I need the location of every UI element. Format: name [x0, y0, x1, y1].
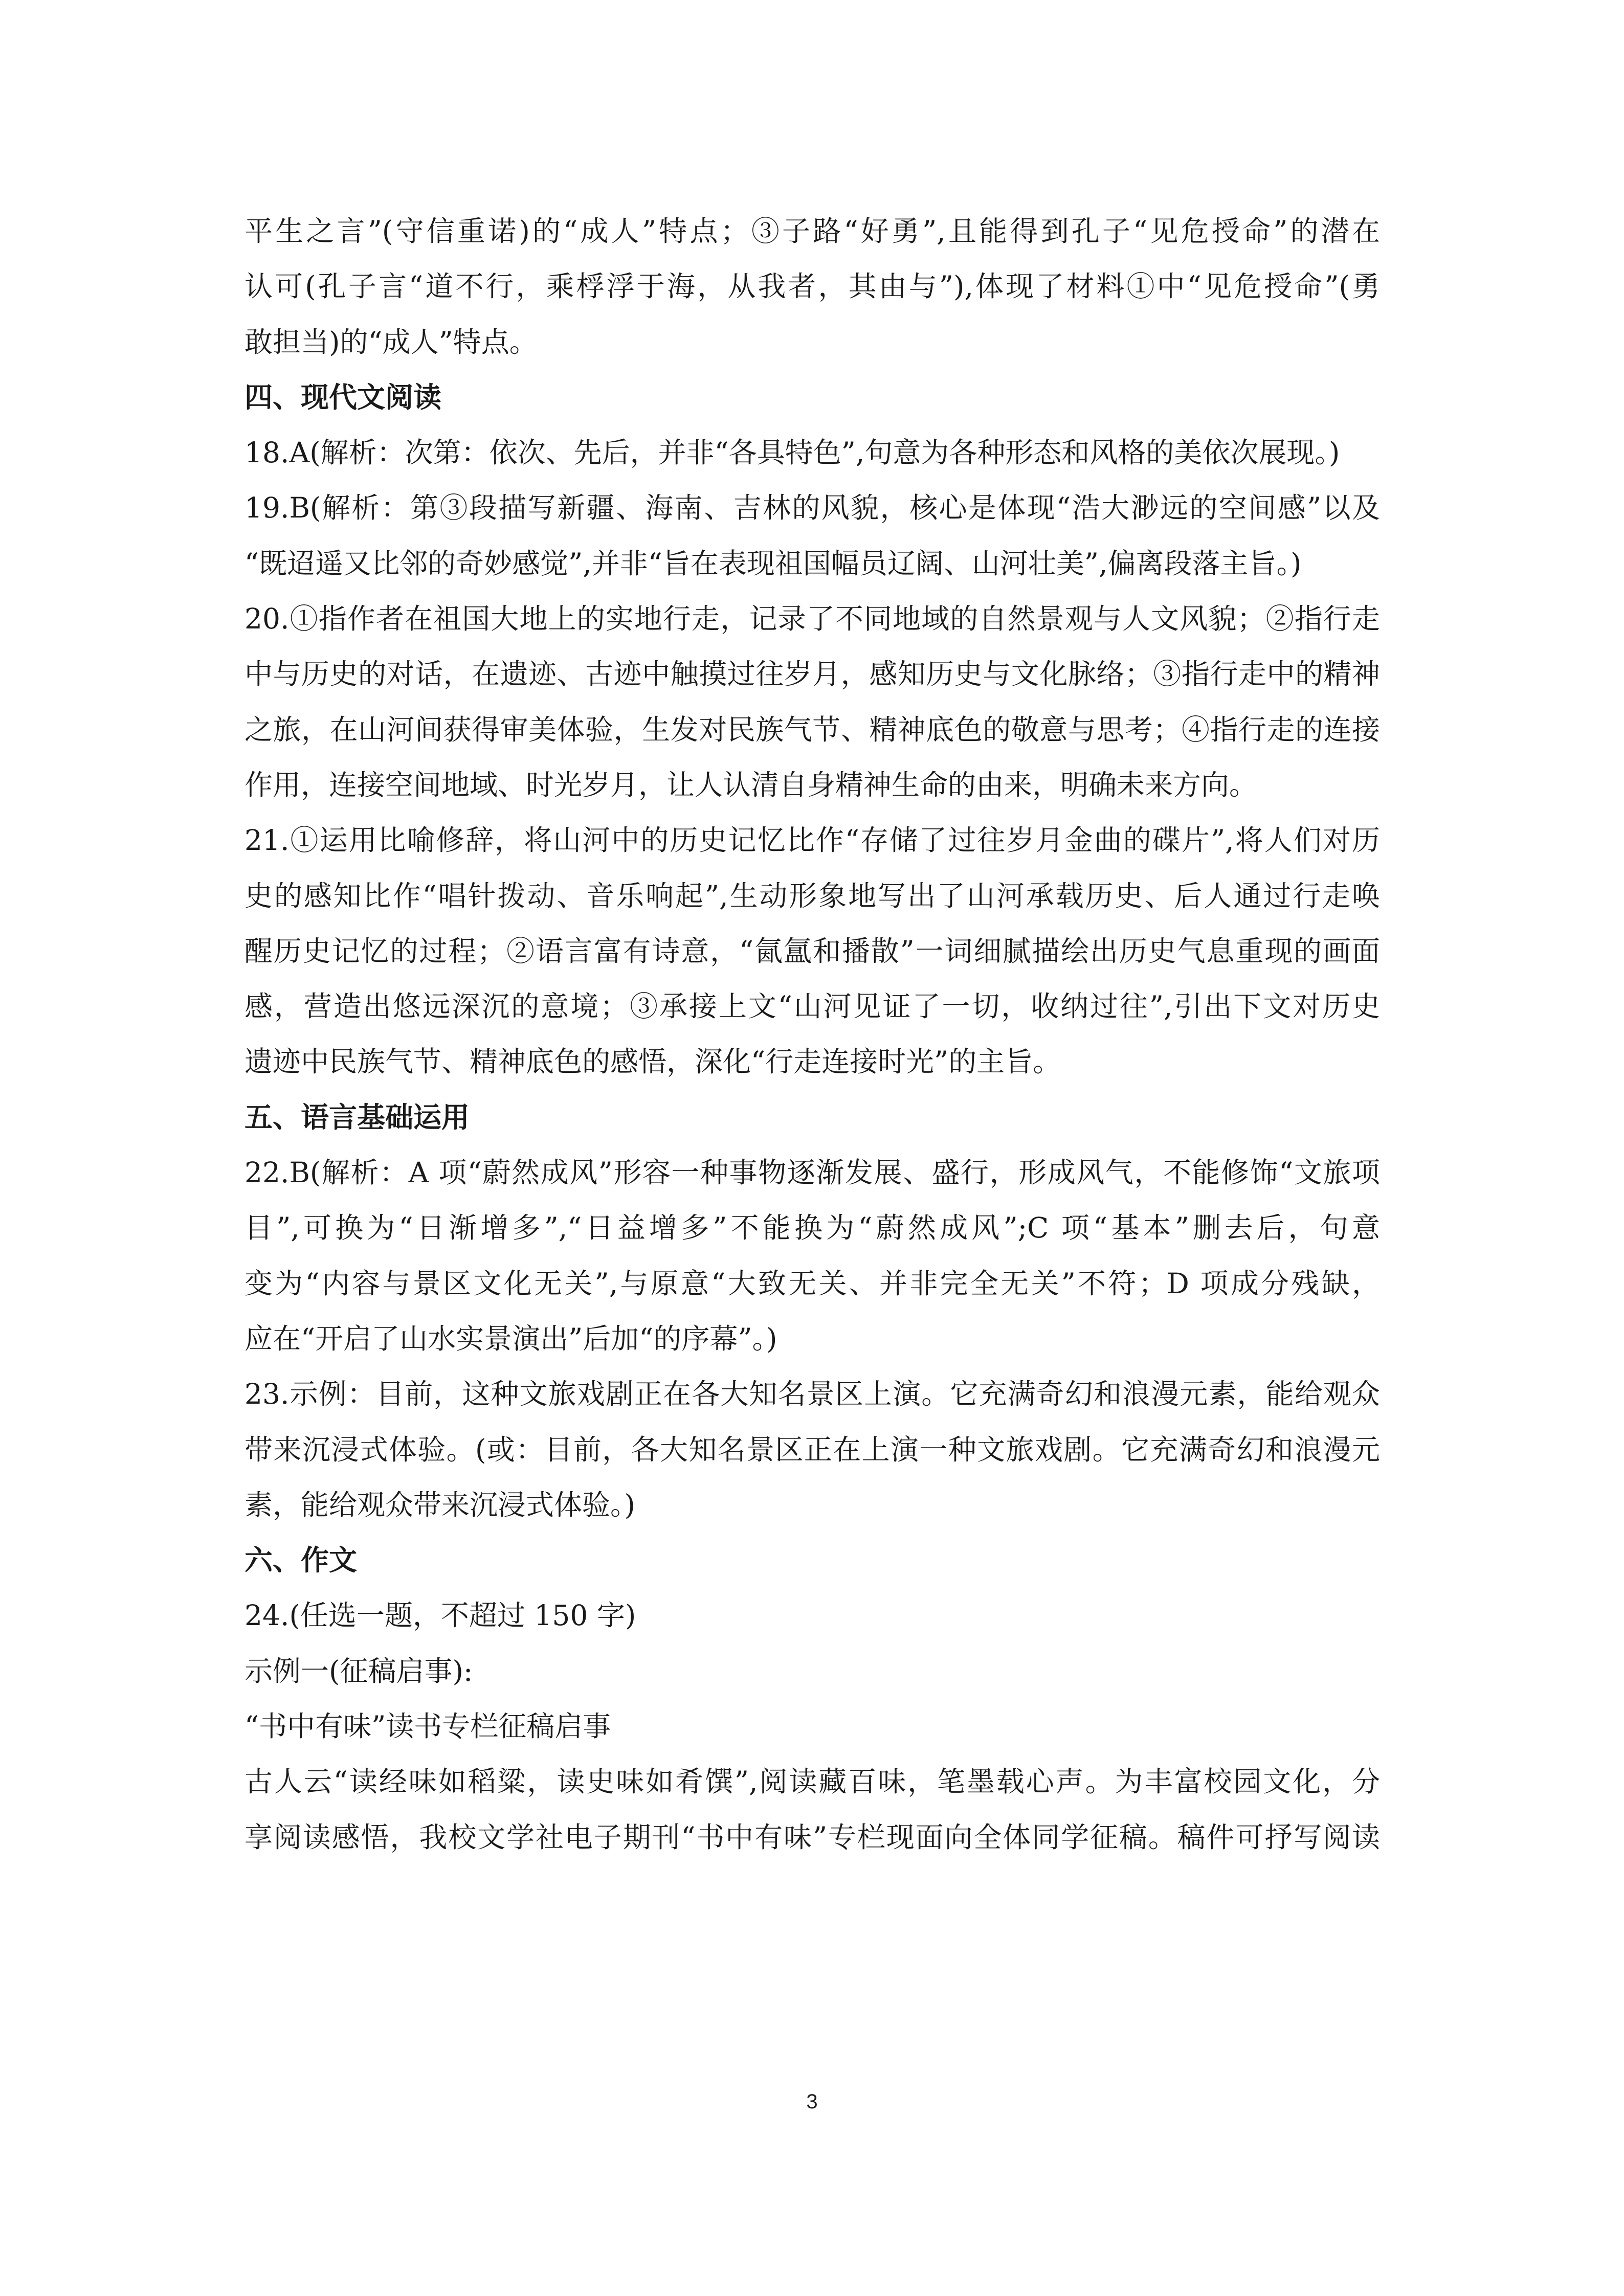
text-line: 古人云“读经味如稻粱，读史味如肴馔”,阅读藏百味，笔墨载心声。为丰富校园文化，分 — [244, 1765, 1380, 1798]
text-line: 变为“内容与景区文化无关”,与原意“大致无关、并非完全无关”不符；D 项成分残缺， — [244, 1267, 1380, 1300]
text-line: 敢担当)的“成人”特点。 — [244, 325, 538, 358]
text-line: 18.A(解析：次第：依次、先后，并非“各具特色”,句意为各种形态和风格的美依次展现。) — [244, 436, 1340, 469]
text-line: 享阅读感悟，我校文学社电子期刊“书中有味”专栏现面向全体同学征稿。稿件可抒写阅读 — [244, 1820, 1380, 1854]
text-line: 认可(孔子言“道不行，乘桴浮于海，从我者，其由与”),体现了材料①中“见危授命”(勇 — [244, 270, 1380, 303]
page-number: 3 — [806, 2090, 818, 2113]
document-body — [244, 204, 1380, 1865]
text-line: 20.①指作者在祖国大地上的实地行走，记录了不同地域的自然景观与人文风貌；②指行走 — [244, 602, 1380, 636]
text-line: “既迢遥又比邻的奇妙感觉”,并非“旨在表现祖国幅员辽阔、山河壮美”,偏离段落主旨。) — [244, 547, 1302, 580]
text-line: 遗迹中民族气节、精神底色的感悟，深化“行走连接时光”的主旨。 — [244, 1045, 1061, 1078]
text-line: 19.B(解析：第③段描写新疆、海南、吉林的风貌，核心是体现“浩大渺远的空间感”以及 — [244, 491, 1380, 525]
text-line: 带来沉浸式体验。(或：目前，各大知名景区正在上演一种文旅戏剧。它充满奇幻和浪漫元 — [244, 1433, 1380, 1466]
text-line: “书中有味”读书专栏征稿启事 — [244, 1710, 611, 1743]
text-line: 24.(任选一题，不超过 150 字) — [244, 1599, 636, 1632]
text-line: 目”,可换为“日渐增多”,“日益增多”不能换为“蔚然成风”;C 项“基本”删去后，句意 — [244, 1211, 1380, 1245]
text-line: 中与历史的对话，在遗迹、古迹中触摸过往岁月，感知历史与文化脉络；③指行走中的精神 — [244, 658, 1380, 691]
text-line: 史的感知比作“唱针拨动、音乐响起”,生动形象地写出了山河承载历史、后人通过行走唤 — [244, 879, 1380, 912]
text-line: 23.示例：目前，这种文旅戏剧正在各大知名景区上演。它充满奇幻和浪漫元素，能给观众 — [244, 1378, 1380, 1411]
text-line: 21.①运用比喻修辞，将山河中的历史记忆比作“存储了过往岁月金曲的碟片”,将人们对历 — [244, 824, 1380, 857]
section-heading: 五、语言基础运用 — [244, 1100, 470, 1134]
text-line: 示例一(征稿启事): — [244, 1654, 473, 1687]
section-heading: 六、作文 — [244, 1544, 358, 1577]
text-line: 素，能给观众带来沉浸式体验。) — [244, 1488, 635, 1521]
text-line: 感，营造出悠远深沉的意境；③承接上文“山河见证了一切，收纳过往”,引出下文对历史 — [244, 990, 1380, 1023]
text-line: 应在“开启了山水实景演出”后加“的序幕”。) — [244, 1322, 777, 1355]
text-line: 平生之言”(守信重诺)的“成人”特点；③子路“好勇”,且能得到孔子“见危授命”的潜在 — [244, 215, 1380, 247]
text-line: 醒历史记忆的过程；②语言富有诗意，“氤氲和播散”一词细腻描绘出历史气息重现的画面 — [244, 934, 1380, 967]
text-line: 22.B(解析：A 项“蔚然成风”形容一种事物逐渐发展、盛行，形成风气，不能修饰“文旅项 — [244, 1156, 1380, 1189]
text-line: 之旅，在山河间获得审美体验，生发对民族气节、精神底色的敬意与思考；④指行走的连接 — [244, 713, 1380, 746]
section-heading: 四、现代文阅读 — [244, 380, 442, 414]
text-line: 作用，连接空间地域、时光岁月，让人认清自身精神生命的由来，明确未来方向。 — [244, 768, 1258, 801]
